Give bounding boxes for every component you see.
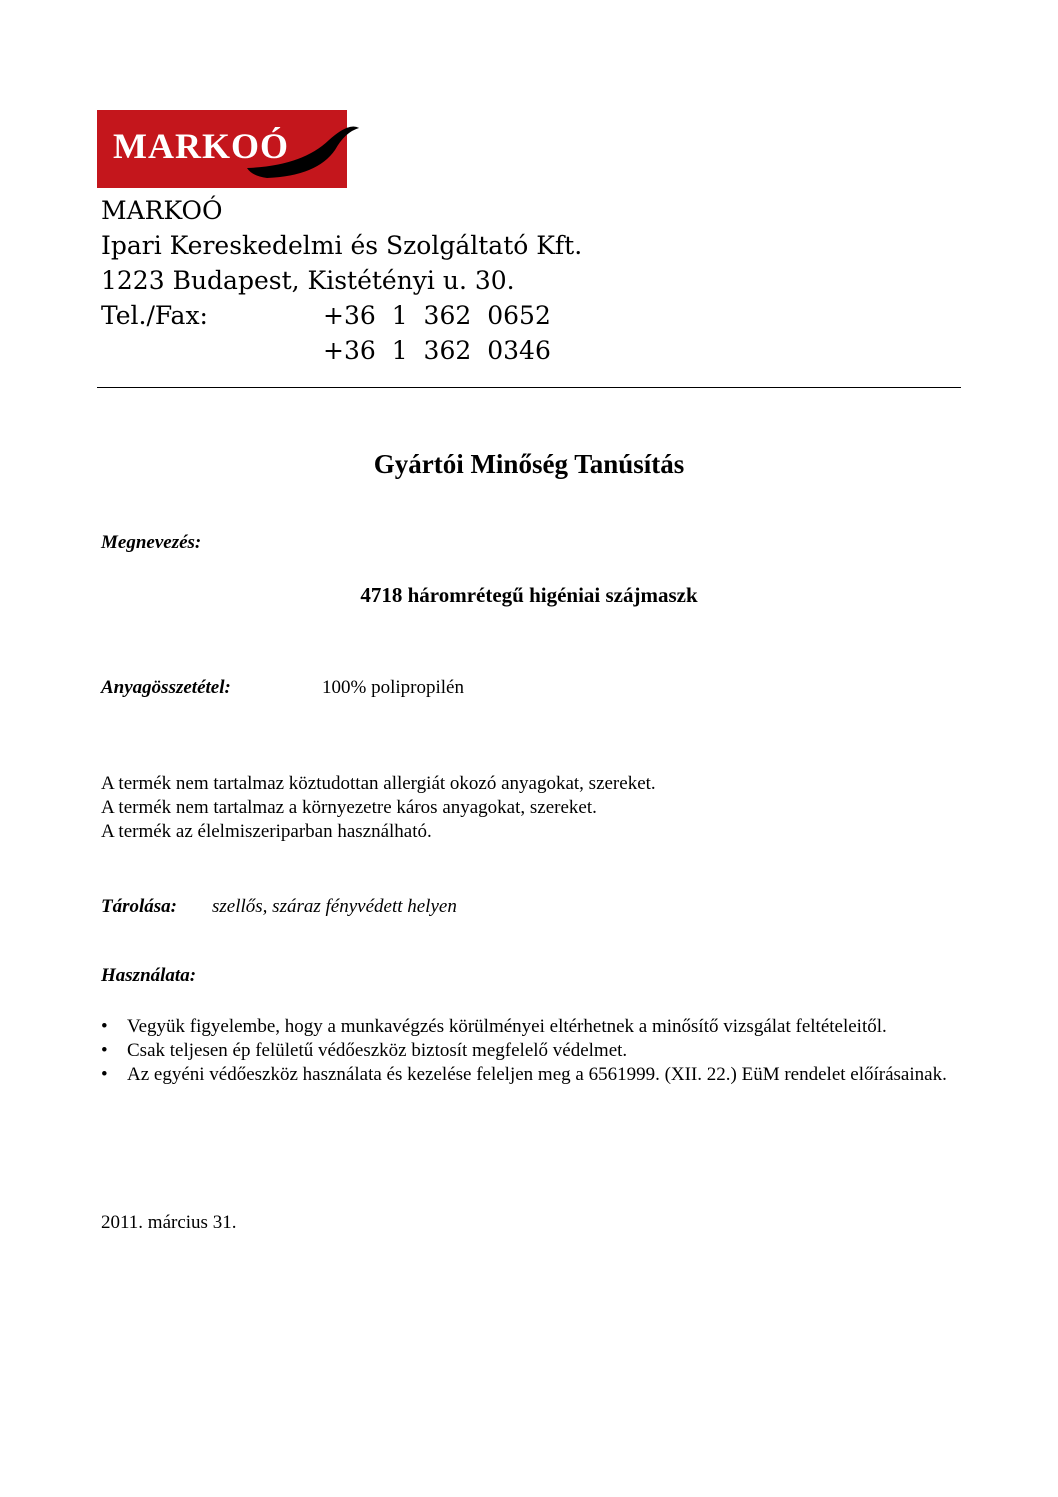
document-title: Gyártói Minőség Tanúsítás (373, 449, 685, 479)
usage-list (101, 1015, 958, 1087)
phone-number-1: +36 1 362 0652 (323, 301, 551, 330)
header-divider (97, 387, 961, 388)
bullet-icon: • (101, 1016, 108, 1037)
statement-allergen: A termék nem tartalmaz köztudottan allergiát okozó anyagokat, szereket. (101, 773, 656, 794)
logo-graphic (97, 110, 359, 188)
list-item (101, 1063, 958, 1087)
company-full-name: Ipari Kereskedelmi és Szolgáltató Kft. (101, 231, 583, 260)
phone-row-1 (101, 298, 582, 333)
usage-item-text: Az egyéni védőeszköz használata és kezelése feleljen meg a 6561999. (XII. 22.) EüM rendelet előírásainak. (127, 1064, 947, 1085)
product-statements (101, 772, 656, 844)
phone-row-2 (101, 333, 582, 368)
usage-item-text: Csak teljesen ép felületű védőeszköz biztosít megfelelő védelmet. (127, 1040, 628, 1061)
phone-number-2: +36 1 362 0346 (323, 336, 551, 365)
phone-label: Tel./Fax: (101, 301, 208, 330)
product-name: 4718 háromrétegű higéniai szájmaszk (360, 583, 698, 607)
company-info (101, 193, 582, 368)
designation-label: Megnevezés: (101, 532, 202, 553)
storage-value: szellős, száraz fényvédett helyen (212, 896, 457, 917)
storage-label: Tárolása: (101, 896, 177, 917)
company-logo (97, 110, 359, 188)
composition-label: Anyagösszetétel: (101, 677, 231, 698)
logo-text: MARKOÓ (113, 126, 289, 166)
usage-label: Használata: (101, 965, 197, 986)
usage-item-text: Vegyük figyelembe, hogy a munkavégzés körülményei eltérhetnek a minősítő vizsgálat feltételeitől. (127, 1016, 887, 1037)
statement-environment: A termék nem tartalmaz a környezetre káros anyagokat, szereket. (101, 797, 597, 818)
list-item (101, 1039, 958, 1063)
company-address: 1223 Budapest, Kistétényi u. 30. (101, 266, 515, 295)
bullet-icon: • (101, 1064, 108, 1085)
company-name: MARKOÓ (101, 196, 223, 225)
statement-food-industry: A termék az élelmiszeriparban használható. (101, 821, 432, 842)
bullet-icon: • (101, 1040, 108, 1061)
document-date: 2011. március 31. (101, 1212, 237, 1233)
composition-value: 100% polipropilén (322, 677, 464, 698)
list-item (101, 1015, 958, 1039)
